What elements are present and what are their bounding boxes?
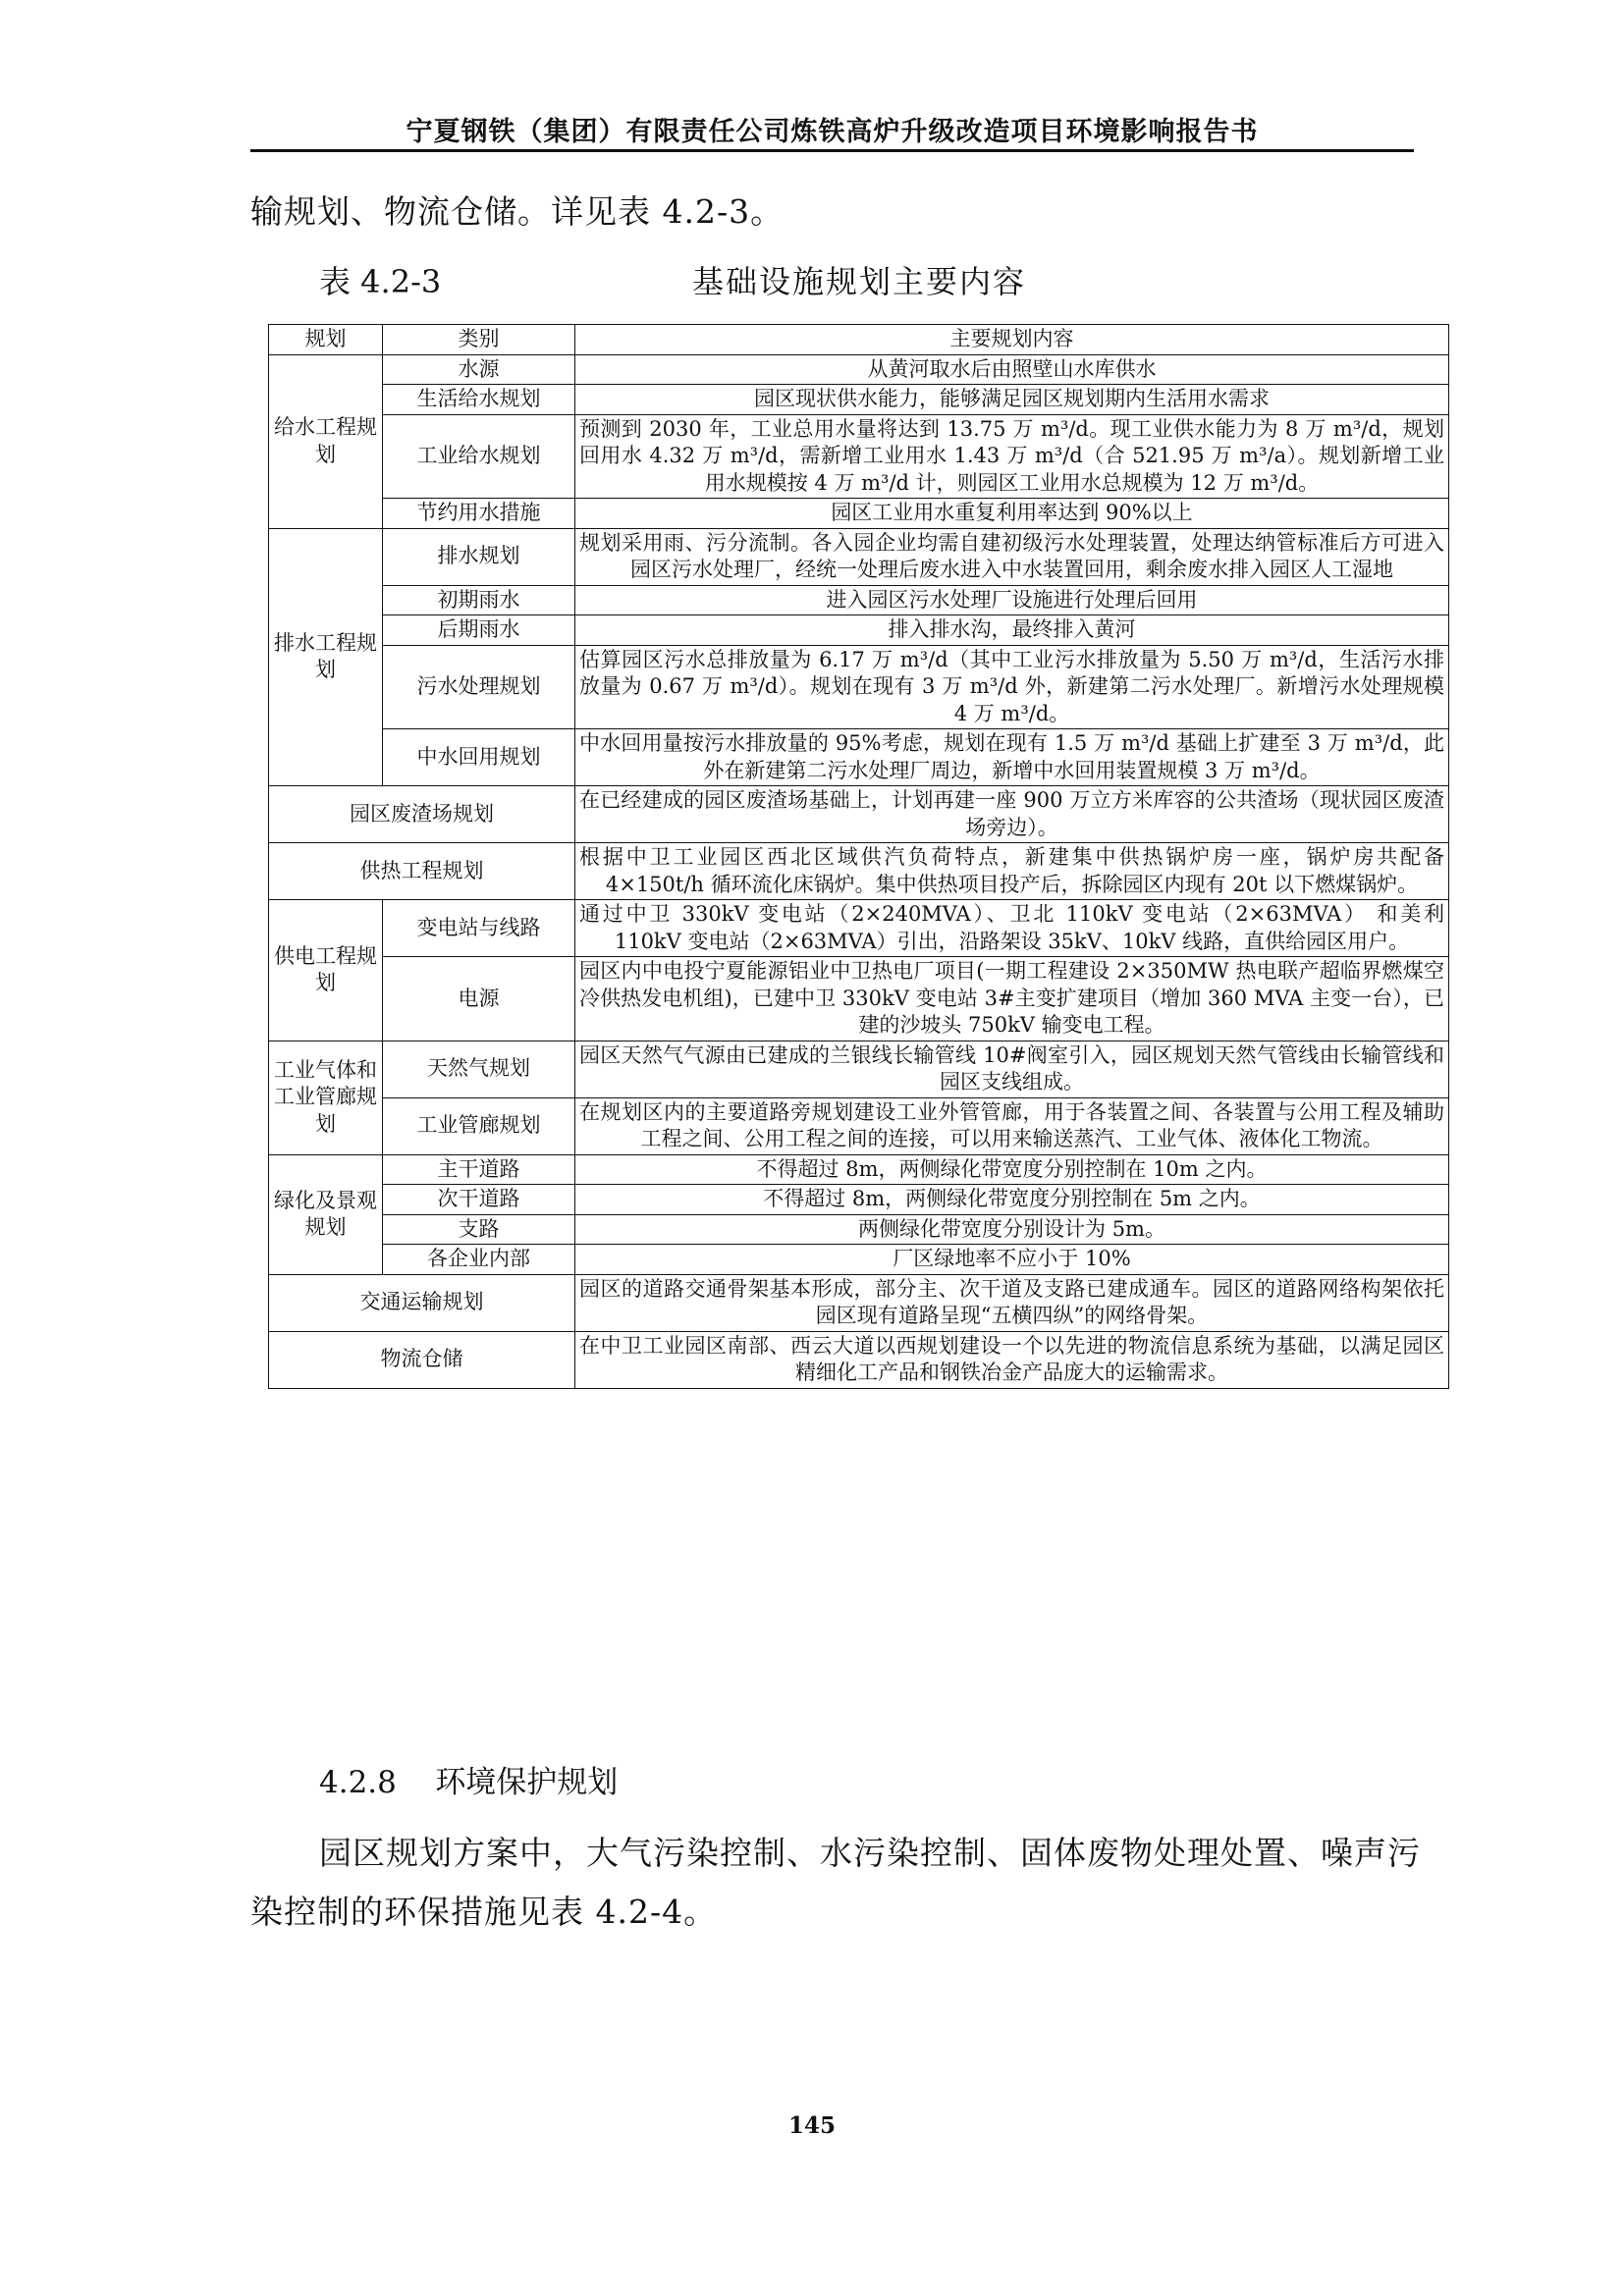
- content-cell: 在中卫工业园区南部、西云大道以西规划建设一个以先进的物流信息系统为基础，以满足园区精细化工产品和钢铁冶金产品庞大的运输需求。: [575, 1331, 1449, 1388]
- content-cell: 园区天然气气源由已建成的兰银线长输管线 10#阀室引入，园区规划天然气管线由长输管线和园区支线组成。: [575, 1041, 1449, 1097]
- content-cell: 从黄河取水后由照壁山水库供水: [575, 354, 1449, 385]
- content-cell: 预测到 2030 年，工业总用水量将达到 13.75 万 m³/d。现工业供水能力为 8 万 m³/d，规划回用水 4.32 万 m³/d，需新增工业用水 1.43 万 m³/d（合 521.95 万 m³/a）。规划新增工业用水规模按 4 万 m³/d 计，则园区工业用水总规模为 12 万 m³/d。: [575, 414, 1449, 499]
- category-cell: 各企业内部: [383, 1245, 575, 1275]
- table-row: [269, 354, 1449, 385]
- category-cell: 排水规划: [383, 528, 575, 585]
- content-cell: 园区的道路交通骨架基本形成，部分主、次干道及支路已建成通车。园区的道路网络构架依托园区现有道路呈现“五横四纵”的网络骨架。: [575, 1274, 1449, 1331]
- infrastructure-plan-table: [268, 324, 1449, 1389]
- table-row: [269, 1245, 1449, 1275]
- category-cell: 中水回用规划: [383, 729, 575, 786]
- table-caption-title: 基础设施规划主要内容: [692, 263, 1027, 300]
- group-cell-drainage: 排水工程规划: [269, 528, 383, 786]
- category-cell: 工业给水规划: [383, 414, 575, 499]
- table-row: [269, 1331, 1449, 1388]
- category-cell: 污水处理规划: [383, 645, 575, 729]
- content-cell: 园区现状供水能力，能够满足园区规划期内生活用水需求: [575, 385, 1449, 415]
- content-cell: 根据中卫工业园区西北区域供汽负荷特点，新建集中供热锅炉房一座，锅炉房共配备 4×150t/h 循环流化床锅炉。集中供热项目投产后，拆除园区内现有 20t 以下燃煤锅炉。: [575, 843, 1449, 900]
- content-cell: 园区内中电投宁夏能源铝业中卫热电厂项目(一期工程建设 2×350MW 热电联产超临界燃煤空冷供热发电机组)，已建中卫 330kV 变电站 3#主变扩建项目（增加 360 MVA 主变一台），已建的沙坡头 750kV 输变电工程。: [575, 957, 1449, 1041]
- category-cell: 主干道路: [383, 1154, 575, 1185]
- content-cell: 进入园区污水处理厂设施进行处理后回用: [575, 585, 1449, 615]
- category-cell: 天然气规划: [383, 1041, 575, 1097]
- content-cell: 在已经建成的园区废渣场基础上，计划再建一座 900 万立方米库容的公共渣场（现状园区废渣场旁边）。: [575, 786, 1449, 843]
- group-cell-greening: 绿化及景观规划: [269, 1154, 383, 1274]
- category-cell: 初期雨水: [383, 585, 575, 615]
- header-cell-plan: 规划: [269, 325, 383, 355]
- content-cell: 在规划区内的主要道路旁规划建设工业外管管廊，用于各装置之间、各装置与公用工程及辅助工程之间、公用工程之间的连接，可以用来输送蒸汽、工业气体、液体化工物流。: [575, 1097, 1449, 1154]
- category-cell: 水源: [383, 354, 575, 385]
- category-cell: 变电站与线路: [383, 900, 575, 957]
- table-row: [269, 1214, 1449, 1245]
- table-row: [269, 786, 1449, 843]
- table-row: [269, 615, 1449, 646]
- table-header-row: [269, 325, 1449, 355]
- table-row: [269, 499, 1449, 529]
- category-cell: 电源: [383, 957, 575, 1041]
- table-row: [269, 729, 1449, 786]
- table-row: [269, 1185, 1449, 1215]
- section-number: 4.2.8: [319, 1765, 397, 1800]
- content-cell: 通过中卫 330kV 变电站（2×240MVA）、卫北 110kV 变电站（2×63MVA） 和美利 110kV 变电站（2×63MVA）引出，沿路架设 35kV、10kV 线路，直供给园区用户。: [575, 900, 1449, 957]
- table-row: [269, 1274, 1449, 1331]
- table-row: [269, 1154, 1449, 1185]
- closing-paragraph-line1: 园区规划方案中，大气污染控制、水污染控制、固体废物处理处置、噪声污: [319, 1834, 1421, 1872]
- table-row: [269, 1097, 1449, 1154]
- content-cell: 不得超过 8m，两侧绿化带宽度分别控制在 5m 之内。: [575, 1185, 1449, 1215]
- table-row: [269, 900, 1449, 957]
- header-cell-content: 主要规划内容: [575, 325, 1449, 355]
- content-cell: 两侧绿化带宽度分别设计为 5m。: [575, 1214, 1449, 1245]
- content-cell: 园区工业用水重复利用率达到 90%以上: [575, 499, 1449, 529]
- content-cell: 估算园区污水总排放量为 6.17 万 m³/d（其中工业污水排放量为 5.50 万 m³/d，生活污水排放量为 0.67 万 m³/d）。规划在现有 3 万 m³/d 外，新建第二污水处理厂。新增污水处理规模 4 万 m³/d。: [575, 645, 1449, 729]
- group-cell-power: 供电工程规划: [269, 900, 383, 1041]
- table-row: [269, 1041, 1449, 1097]
- table-row: [269, 385, 1449, 415]
- category-cell: 供热工程规划: [269, 843, 575, 900]
- closing-paragraph-line2: 染控制的环保措施见表 4.2-4。: [250, 1893, 718, 1931]
- category-cell: 后期雨水: [383, 615, 575, 646]
- section-heading: [319, 1757, 618, 1801]
- content-cell: 排入排水沟，最终排入黄河: [575, 615, 1449, 646]
- page-number: 145: [787, 2112, 836, 2139]
- table-row: [269, 957, 1449, 1041]
- category-cell: 支路: [383, 1214, 575, 1245]
- table-caption-number: 表 4.2-3: [319, 263, 442, 300]
- category-cell: 节约用水措施: [383, 499, 575, 529]
- content-cell: 不得超过 8m，两侧绿化带宽度分别控制在 10m 之内。: [575, 1154, 1449, 1185]
- header-divider: [250, 149, 1414, 152]
- category-cell: 生活给水规划: [383, 385, 575, 415]
- content-cell: 厂区绿地率不应小于 10%: [575, 1245, 1449, 1275]
- category-cell: 次干道路: [383, 1185, 575, 1215]
- header-cell-category: 类别: [383, 325, 575, 355]
- intro-paragraph: 输规划、物流仓储。详见表 4.2-3。: [250, 192, 785, 231]
- group-cell-water-supply: 给水工程规划: [269, 354, 383, 528]
- category-cell: 园区废渣场规划: [269, 786, 575, 843]
- category-cell: 工业管廊规划: [383, 1097, 575, 1154]
- category-cell: 物流仓储: [269, 1331, 575, 1388]
- table-row: [269, 585, 1449, 615]
- table-row: [269, 414, 1449, 499]
- group-cell-gas: 工业气体和工业管廊规划: [269, 1041, 383, 1154]
- table-row: [269, 645, 1449, 729]
- category-cell: 交通运输规划: [269, 1274, 575, 1331]
- page-header-title: 宁夏钢铁（集团）有限责任公司炼铁高炉升级改造项目环境影响报告书: [406, 117, 1259, 147]
- section-title: 环境保护规划: [435, 1765, 619, 1800]
- content-cell: 规划采用雨、污分流制。各入园企业均需自建初级污水处理装置，处理达纳管标准后方可进入园区污水处理厂，经统一处理后废水进入中水装置回用，剩余废水排入园区人工湿地: [575, 528, 1449, 585]
- content-cell: 中水回用量按污水排放量的 95%考虑，规划在现有 1.5 万 m³/d 基础上扩建至 3 万 m³/d，此外在新建第二污水处理厂周边，新增中水回用装置规模 3 万 m³/d。: [575, 729, 1449, 786]
- table-row: [269, 528, 1449, 585]
- table-row: [269, 843, 1449, 900]
